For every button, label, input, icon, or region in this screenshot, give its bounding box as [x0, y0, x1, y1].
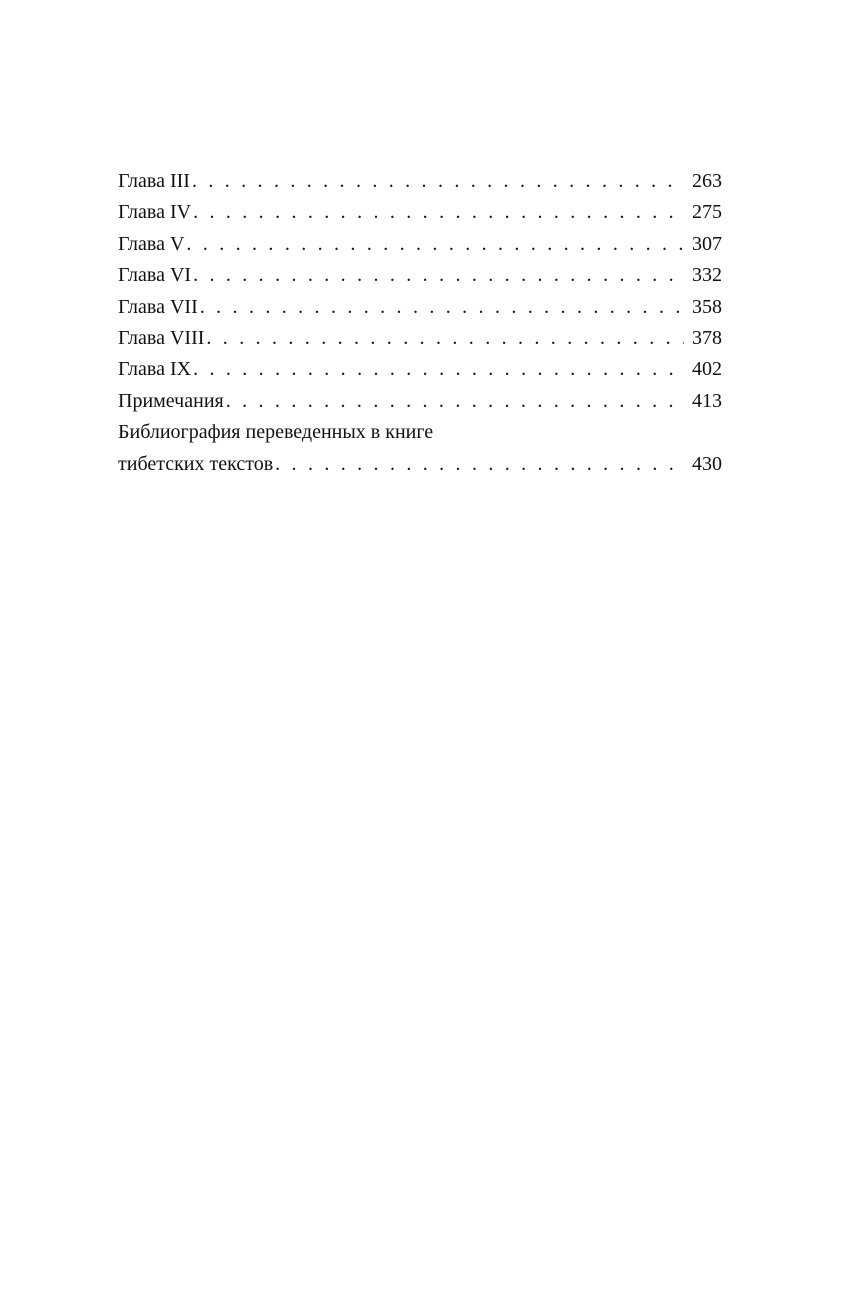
toc-dot-leader: [200, 292, 684, 323]
toc-dot-leader: [193, 260, 684, 291]
toc-entry-title: Библиография переведенных в книге: [118, 421, 434, 444]
toc-page-number: 430: [692, 452, 722, 475]
toc-page-number: 358: [692, 295, 722, 318]
toc-entry[interactable]: [118, 292, 722, 323]
toc-page-number: 332: [692, 264, 722, 287]
toc-page-number: 263: [692, 170, 722, 192]
toc-dot-leader: [186, 229, 684, 260]
toc-entry-title: Глава VIII: [118, 326, 205, 349]
toc-entry[interactable]: [118, 354, 722, 385]
toc-dot-leader: [192, 166, 684, 197]
toc-page-number: 307: [692, 232, 722, 255]
toc-entry-title: Глава IX: [118, 358, 192, 381]
toc-entry[interactable]: [118, 323, 722, 354]
toc-page-number: 402: [692, 358, 722, 381]
table-of-contents: [118, 166, 722, 480]
toc-entry-title: тибетских текстов: [118, 452, 274, 475]
toc-page-number: 413: [692, 389, 722, 412]
toc-dot-leader: [206, 323, 684, 354]
toc-entry-title: Глава IV: [118, 201, 192, 224]
toc-entry-title-line: [118, 449, 722, 480]
toc-entry[interactable]: [118, 260, 722, 291]
toc-entry[interactable]: [118, 197, 722, 228]
toc-entry-bibliography[interactable]: [118, 417, 722, 480]
toc-entry-title: Глава VI: [118, 264, 192, 287]
toc-dot-leader: [193, 197, 684, 228]
toc-entry[interactable]: [118, 166, 722, 197]
toc-page-number: 275: [692, 201, 722, 224]
toc-entry-title: Глава VII: [118, 295, 198, 318]
toc-entry-title: Глава V: [118, 232, 185, 255]
toc-entry-title: Примечания: [118, 389, 224, 412]
toc-entry[interactable]: [118, 229, 722, 260]
toc-dot-leader: [275, 449, 684, 480]
toc-dot-leader: [193, 354, 684, 385]
toc-entry[interactable]: [118, 386, 722, 417]
toc-dot-leader: [226, 386, 684, 417]
toc-entry-title-line: [118, 417, 722, 448]
toc-entry-title: Глава III: [118, 170, 190, 192]
toc-page-number: 378: [692, 326, 722, 349]
